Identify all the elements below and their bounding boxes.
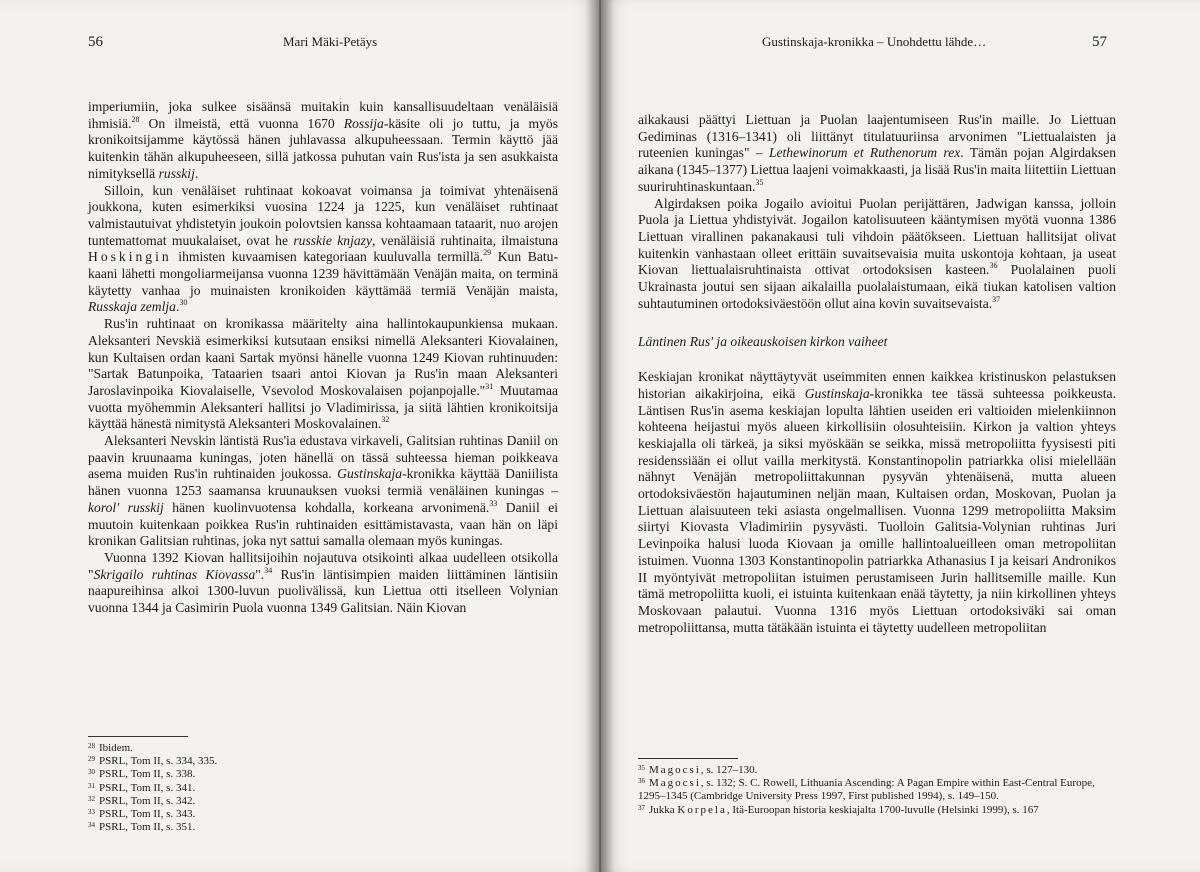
footnote: $^{29}$ PSRL, Tom II, s. 334, 335. [88,755,218,768]
footnote-rule [88,736,188,737]
left-body-text [88,99,558,617]
paragraph: Algirdaksen poika Jogailo avioitui Puolan perijättären, Jadwigan kanssa, jolloin Puola ja Liettua yhdistyivät. Jogailon katolisuuteen kääntymisen myötä vuonna 1386 Liettuan virallinen pakanakausi tuli vihdoin päätökseen. Liettuan hallitsijat olivat kuitenkin vanhastaan olleet erittäin suvaitsevaisia muita uskontoja kohtaan, ja useat Kiovan liettualaisruhtinaista ottivat ortodoksisen kasteen.$^{36}$ Puolalainen puoli Ukrainasta joutui sen sijaan aikalailla puolalaistumaan, eikä tiukan katolisen valtion suhtautuminen ortodoksiväestöön ollut aina kovin suvaitsevaista.$^{37}$ [638,195,1116,311]
footnote: $^{35}$ Magocsi, s. 127–130. [638,764,758,776]
section-heading: Läntinen Rus' ja oikeauskoisen kirkon vaiheet [638,334,888,350]
right-footnotes [638,764,1116,817]
running-head-right: Gustinskaja-kronikka – Unohdettu lähde… [762,34,987,49]
footnote: $^{37}$ Jukka Korpela, Itä-Euroopan historia keskiajalta 1700-luvulle (Helsinki 1999), s. 167 [638,803,1039,816]
footnote: $^{30}$ PSRL, Tom II, s. 338. [88,768,196,781]
paragraph: Keskiajan kronikat näyttäytyvät useimmiten ennen kaikkea kristinuskon pelastuksen historian aikakirjoina, eikä Gustinskaja-kronikka tee tässä suhteessa poikkeusta. Läntisen Rus'in asema keskiajan lopulta lähtien useiden eri valtioiden mielenkiinnon kohteena heijastui myös alueen kirkollisiin olosuhteisiin. Kirkon ja valtion yhteys keskiajalla oli tärkeä, ja siksi myöskään se seikka, missä metropoliitta fyysisesti piti residenssiään ei ollut vailla merkitystä. Konstantinopolin patriarkka olisi mielellään nähnyt Venäjän metropoliittakunnan pysyvän yhtenäisenä, mutta alueen ortodoksiväestön hajautuminen neljän maan, Kultaisen ordan, Moskovan, Puolan ja Liettuan alaisuuteen teki asiasta ongelmallisen. Vuonna 1299 metropoliitta Maksim siirtyi Kiovasta Vladimiriin pysyvästi. Tuolloin Galitsia-Volynian ruhtinas Juri Levinpoika halusi luoda Kiovaan ja omille hallintoalueilleen oman metropoliitan istuimen. Vuonna 1303 Konstantinopolin patriarkka Athanasius I ja keisari Andronikos II myöntyivät metropoliitan istuimen perustamiseen Jurin hallitsemille maille. Kun tämä metropoliitta kuoli, ei istuinta kuitenkaan enää täytetty, ja niin kirkollinen yhteys Moskovaan palautui. Vuonna 1316 myös Liettuan ortodoksiväki sai oman metropoliittansa, mutta tätäkään istuinta ei täytetty uudelleen metropoliitan [638,369,1116,635]
right-page [600,0,1200,872]
paragraph: Vuonna 1392 Kiovan hallitsijoihin nojautuva otsikointi alkaa uudelleen otsikolla "Skrigailo ruhtinas Kiovassa".$^{34}$ Rus'in läntisimpien maiden liittäminen läntisiin naapureihinsa alkoi 1300-luvun puolivälissä, kun Liettua otti itselleen Volynian vuonna 1344 ja Casimirin Puola vuonna 1349 Galitsian. Näin Kiovan [88,549,558,616]
paragraph: imperiumiin, joka sulkee sisäänsä muitakin kuin kansallisuudeltaan venäläisiä ihmisiä.$^{28}$ On ilmeistä, että vuonna 1670 Rossija-käsite oli jo tuttu, ja myös kronikoitsijamme käytössä hänen juhlavassa alkupuheessaan. Termin käyttö jää kuitenkin tähän alkupuheeseen, sillä jatkossa puhutan vain Rus'ista ja sen asukkaista nimityksellä russkij. [88,99,558,181]
paragraph: aikakausi päättyi Liettuan ja Puolan laajentumiseen Rus'in maille. Jo Liettuan Gediminas (1316–1341) oli liittänyt titulatuuriinsa arvonimen "Liettualaisten ja ruteenien kuningas" – Lethewinorum et Ruthenorum rex. Tämän pojan Algirdaksen aikana (1345–1377) Liettua laajeni voimakkaasti, ja lisää Rus'in maita liitettiin Liettuan suuriruhtinaskuntaan.$^{35}$ [638,112,1116,194]
book-gutter [586,0,614,872]
page-number-left: 56 [88,34,103,50]
footnote: $^{36}$ Magocsi, s. 132; S. C. Rowell, Lithuania Ascending: A Pagan Empire within East-Central Europe, 1295–1345 (Cambridge University Press 1997, First published 1994), s. 149–150. [638,777,1095,803]
page-number-right: 57 [1092,34,1107,50]
footnote-rule [638,758,738,759]
left-footnotes [88,742,388,834]
right-body-text [638,112,1116,636]
running-head-left: Mari Mäki-Petäys [283,34,378,49]
paragraph: Rus'in ruhtinaat on kronikassa määritelty aina hallintokaupunkiensa mukaan. Aleksanteri Nevskiä esimerkiksi kutsutaan ensiksi nimellä Aleksanteri Kiovalainen, kun Kultaisen ordan kaani Sartak myönsi hänelle vuonna 1249 Kiovan ruhtinuuden: "Sartak Batunpoika, Tataarien tsaari antoi Kiovan ja Rus'in maan Aleksanteri Jaroslavinpoika Kiovalaiselle, Vsevolod Moskovalaisen pojanpojalle."$^{31}$ Muutamaa vuotta myöhemmin Aleksanteri hallitsi jo Vladimirissa, ja siitä lähtien kronikoitsija käyttää hänestä nimitystä Aleksanteri Moskovalainen.$^{32}$ [88,316,559,432]
footnote: $^{34}$ PSRL, Tom II, s. 351. [88,821,196,834]
footnote: $^{32}$ PSRL, Tom II, s. 342. [88,794,196,807]
footnote: $^{33}$ PSRL, Tom II, s. 343. [88,808,196,821]
footnote: $^{31}$ PSRL, Tom II, s. 341. [88,781,196,794]
paragraph: Aleksanteri Nevskin läntistä Rus'ia edustava virkaveli, Galitsian ruhtinas Daniil on paavin kruunaama kuningas, joten hänellä on tässä suhteessa hieman poikkeava asema muiden Rus'in ruhtinaiden joukossa. Gustinskaja-kronikka käyttää Daniilista hänen vuonna 1253 saamansa kruunauksen vuoksi termiä venäläinen kuningas – korol' russkij hänen kuolinvuotensa kohdalla, korkeana arvonimenä.$^{33}$ Daniil ei muutoin kuitenkaan poikkea Rus'in ruhtinaiden esittämistavasta, vaan hän on läpi kronikan Galitsian ruhtinas, joka nyt sattui samalla olemaan myös kuningas. [88,433,559,549]
paragraph: Silloin, kun venäläiset ruhtinaat kokoavat voimansa ja toimivat yhtenäisenä joukkona, kuten esimerkiksi vuosina 1224 ja 1225, kun venäläiset ruhtinaat valmistautuivat yhdistetyin joukoin polovtsien kanssa kohtaamaan tataarit, nuo arojen tuntemattomat muukalaiset, ovat he russkie knjazy, venäläisiä ruhtinaita, ilmaistuna Hoskingin ihmisten kuvaamisen kategoriaan kuuluvalla termillä.$^{29}$ Kun Batu-kaani lähetti mongoliarmeijansa vuonna 1239 hävittämään Venäjän maita, on terminä käytetty vanhaa jo muinaisten kronikoiden käyttämää termiä Venäjän maista, Russkaja zemlja.$^{30}$ [88,182,558,315]
footnote: $^{28}$ Ibidem. [88,742,133,754]
